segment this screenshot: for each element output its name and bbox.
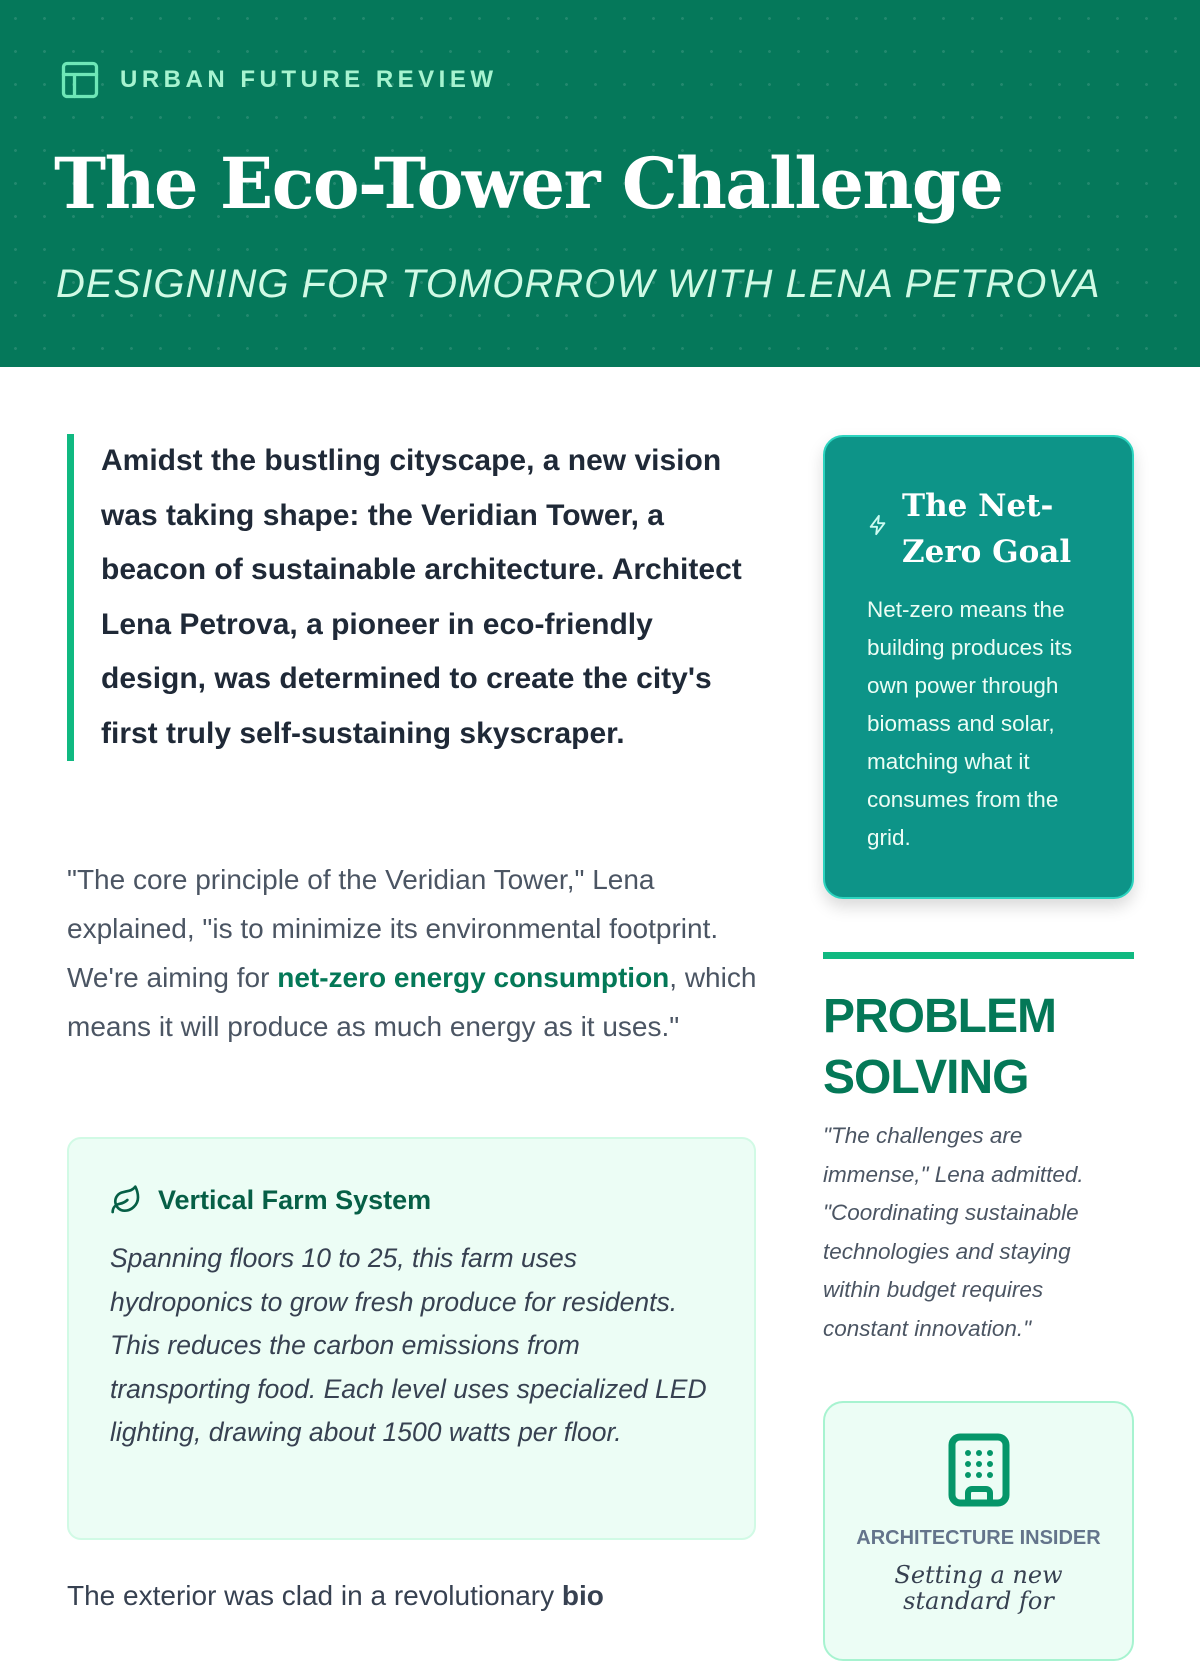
- card-text: [825, 1562, 1132, 1614]
- para-text: , which means it will produce as much energy as it uses.": [67, 962, 757, 1042]
- building-icon: [948, 1433, 1010, 1507]
- masthead: [0, 0, 1200, 367]
- vertical-farm-callout: [67, 1137, 756, 1540]
- highlight-term: net-zero energy consumption: [277, 962, 670, 993]
- card-text-body: Setting a new standard for: [894, 1561, 1063, 1615]
- brand: [58, 58, 498, 102]
- heading-text: PROBLEM SOLVING: [823, 990, 1056, 1104]
- net-zero-card: [823, 435, 1134, 899]
- layout-icon: [58, 58, 102, 102]
- leaf-icon: [110, 1184, 142, 1216]
- architecture-insider-card: [823, 1401, 1134, 1661]
- lead-quote: Amidst the bustling cityscape, a new vision was taking shape: the Veridian Tower, a beacon of sustainable architecture. Architect Lena Petrova, a pioneer in eco-friendly design, was determined to create the city's first truly self-sustaining skyscraper.: [67, 434, 757, 761]
- para-text: The exterior was clad in a revolutionary: [67, 1580, 562, 1611]
- page-subtitle: DESIGNING FOR TOMORROW WITH LENA PETROVA: [56, 262, 1101, 306]
- callout-title: Vertical Farm System: [158, 1184, 432, 1215]
- section-heading: [823, 986, 1063, 1108]
- card-label: ARCHITECTURE INSIDER: [856, 1527, 1101, 1549]
- pull-quote: "The challenges are immense," Lena admitted. "Coordinating sustainable technologies and staying within budget requires constant innovation.": [823, 1123, 1084, 1341]
- card-title: The Net-Zero Goal: [902, 488, 1072, 570]
- callout-text: Spanning floors 10 to 25, this farm uses hydroponics to grow fresh produce for residents. This reduces the carbon emissions from transporting food. Each level uses specialized LED lighting, drawing about 1500 watts per floor.: [110, 1243, 707, 1447]
- divider: [823, 952, 1134, 959]
- brand-name: URBAN FUTURE REVIEW: [120, 66, 498, 93]
- para-text: "The core principle of the Veridian Tower," Lena explained, "is to minimize its environmental footprint. We're aiming for: [67, 864, 719, 993]
- body-paragraph: [67, 1580, 604, 1612]
- page-title: The Eco-Tower Challenge: [54, 142, 1003, 225]
- bold-term: bio: [561, 1580, 604, 1611]
- lightning-icon: [867, 514, 889, 536]
- body-paragraph: [67, 855, 757, 1051]
- card-text: Net-zero means the building produces its own power through biomass and solar, matching what it consumes from the grid.: [867, 597, 1073, 850]
